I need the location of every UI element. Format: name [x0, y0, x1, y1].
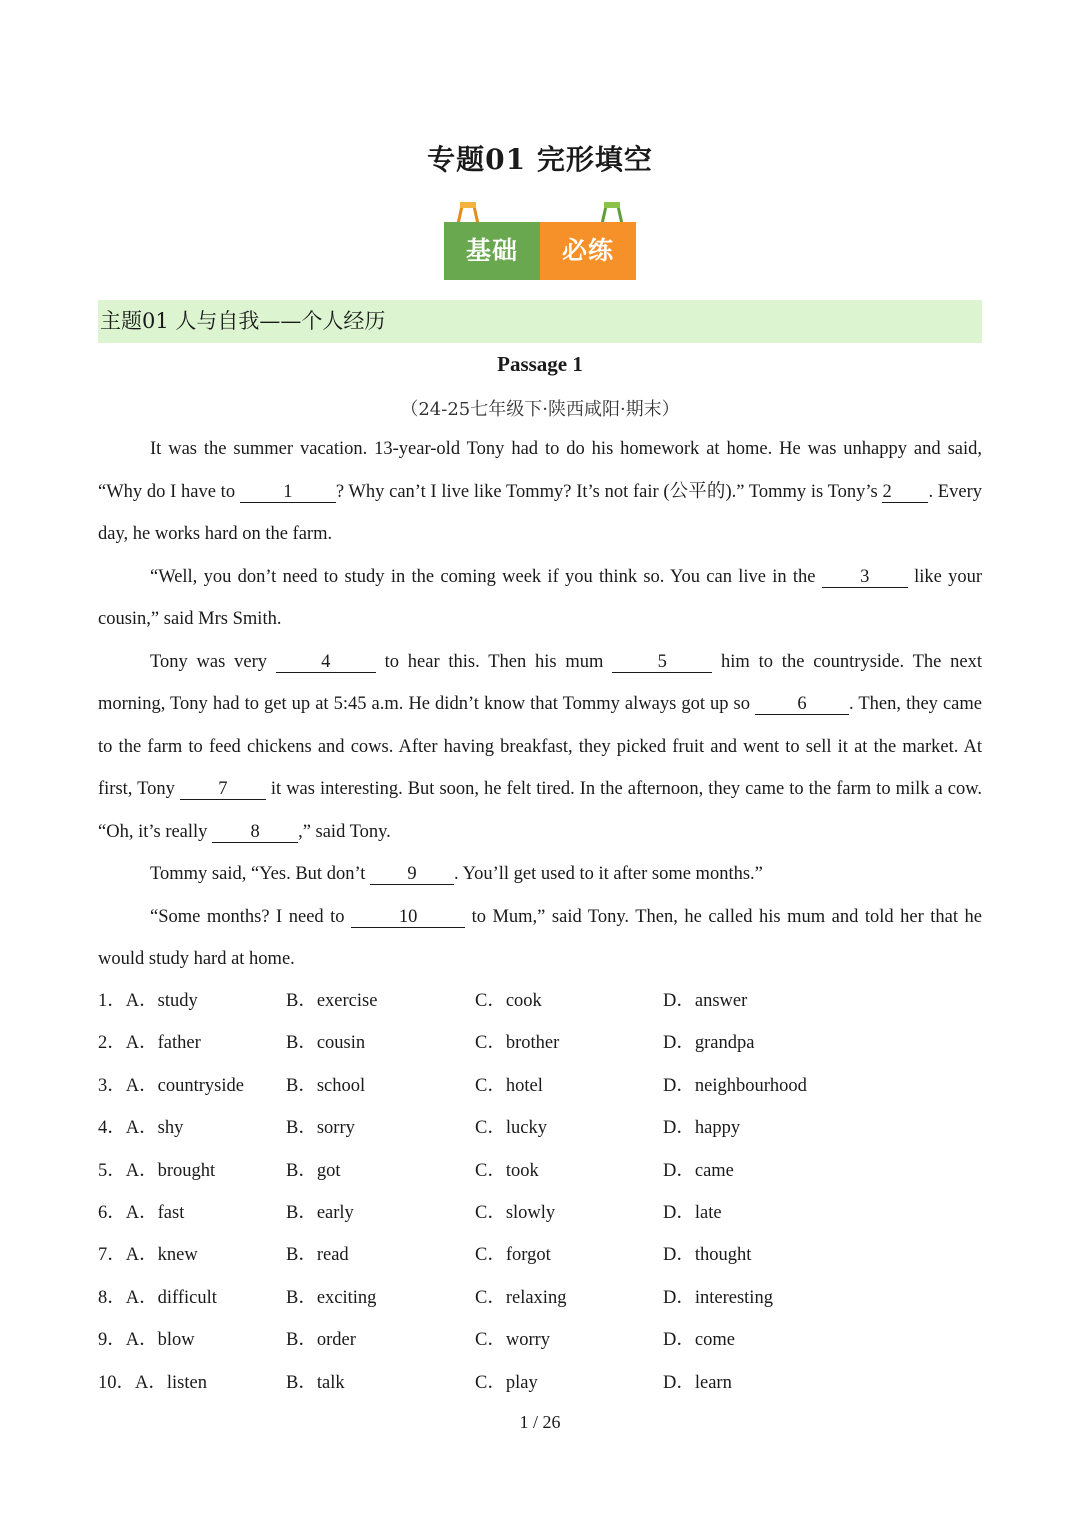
- option-d: D．answer: [663, 991, 748, 1011]
- option-c: C．relaxing: [475, 1287, 567, 1308]
- option-b: B．cousin: [286, 1033, 366, 1054]
- topic-label: 主题01 人与自我——个人经历: [100, 309, 386, 333]
- paragraph: “Well, you don’t need to study in the coming week if you think so. You can live in the 3 like your cousin,” said Mrs Smith.: [98, 566, 982, 629]
- option-b: B．order: [286, 1330, 356, 1351]
- option-c: C．worry: [475, 1330, 551, 1351]
- option-d: D．thought: [663, 1245, 752, 1266]
- option-d: D．happy: [663, 1118, 741, 1139]
- option-a: 2．A．father: [98, 1033, 201, 1054]
- page-title: 专题01 完形填空: [427, 143, 653, 176]
- option-b: B．exercise: [286, 991, 378, 1011]
- option-c: C．cook: [475, 991, 542, 1011]
- badge-practice: 必练: [540, 222, 636, 280]
- blank-8: 8: [212, 822, 298, 843]
- question-row: [98, 1065, 982, 1107]
- badge-basic: 基础: [444, 222, 540, 280]
- option-a: 4．A．shy: [98, 1118, 184, 1139]
- question-row: [98, 1107, 982, 1149]
- option-a: 10．A．listen: [98, 1372, 207, 1393]
- blank-1: 1: [240, 482, 336, 503]
- option-b: B．school: [286, 1075, 366, 1096]
- option-a: 8．A．difficult: [98, 1287, 217, 1308]
- blank-10: 10: [351, 907, 465, 928]
- option-c: C．brother: [475, 1033, 560, 1054]
- question-row: [98, 1277, 982, 1319]
- section-badge: [440, 200, 640, 284]
- option-b: B．talk: [286, 1372, 345, 1393]
- option-d: D．grandpa: [663, 1033, 755, 1054]
- question-row: [98, 980, 982, 1022]
- option-c: C．play: [475, 1372, 538, 1393]
- option-a: 9．A．blow: [98, 1330, 195, 1351]
- option-b: B．read: [286, 1245, 349, 1266]
- blank-9: 9: [370, 864, 454, 885]
- blank-5: 5: [612, 652, 712, 673]
- option-b: B．early: [286, 1202, 354, 1223]
- option-c: C．slowly: [475, 1202, 556, 1223]
- option-d: D．learn: [663, 1372, 732, 1393]
- passage-source: （24-25七年级下·陕西咸阳·期末）: [400, 399, 680, 420]
- question-row: [98, 1022, 982, 1064]
- option-b: B．got: [286, 1160, 341, 1181]
- option-d: D．late: [663, 1202, 722, 1223]
- option-a: 6．A．fast: [98, 1202, 185, 1223]
- question-row: [98, 1150, 982, 1192]
- paragraph: It was the summer vacation. 13-year-old Tony had to do his homework at home. He was unhappy and said, “Why do I have to 1 ? Why can’t I live like Tommy? It’s not fair (公平的).” Tommy is Tony’s 2 . Every day, he works hard on the farm.: [98, 439, 982, 544]
- question-row: [98, 1319, 982, 1361]
- option-b: B．sorry: [286, 1118, 355, 1139]
- passage-title: Passage 1: [497, 352, 583, 376]
- option-c: C．forgot: [475, 1245, 551, 1266]
- page-number: 1 / 26: [519, 1412, 561, 1432]
- blank-7: 7: [180, 779, 266, 800]
- question-row: [98, 1362, 982, 1404]
- question-row: [98, 1192, 982, 1234]
- option-a: 3．A．countryside: [98, 1075, 244, 1096]
- paragraph: Tony was very 4 to hear this. Then his mum 5 him to the countryside. The next morning, Tony had to get up at 5:45 a.m. He didn’t know that Tommy always got up so 6 . Then, they came to the farm to feed chickens and cows. After having breakfast, they picked fruit and went to sell it at the market. At first, Tony 7 it was interesting. But soon, he felt tired. In the afternoon, they came to the farm to milk a cow. “Oh, it’s really 8 ,” said Tony.: [98, 651, 983, 842]
- paragraph: Tommy said, “Yes. But don’t 9 . You’ll get used to it after some months.”: [150, 864, 763, 884]
- passage-body: [98, 428, 982, 981]
- blank-6: 6: [755, 694, 849, 715]
- topic-heading: [98, 300, 982, 343]
- blank-2: 2: [882, 482, 928, 503]
- options-list: [98, 980, 982, 1404]
- option-a: 5．A．brought: [98, 1160, 216, 1181]
- question-row: [98, 1234, 982, 1276]
- option-d: D．came: [663, 1160, 734, 1181]
- option-a: 7．A．knew: [98, 1245, 198, 1266]
- option-c: C．hotel: [475, 1075, 543, 1096]
- option-d: D．come: [663, 1330, 735, 1351]
- option-d: D．neighbourhood: [663, 1075, 807, 1096]
- blank-3: 3: [822, 567, 908, 588]
- option-c: C．lucky: [475, 1118, 547, 1139]
- paragraph: “Some months? I need to 10 to Mum,” said Tony. Then, he called his mum and told her that he would study hard at home.: [98, 906, 983, 969]
- option-b: B．exciting: [286, 1287, 377, 1308]
- option-c: C．took: [475, 1160, 539, 1181]
- option-a: 1．A．study: [98, 991, 198, 1011]
- option-d: D．interesting: [663, 1287, 773, 1308]
- blank-4: 4: [276, 652, 376, 673]
